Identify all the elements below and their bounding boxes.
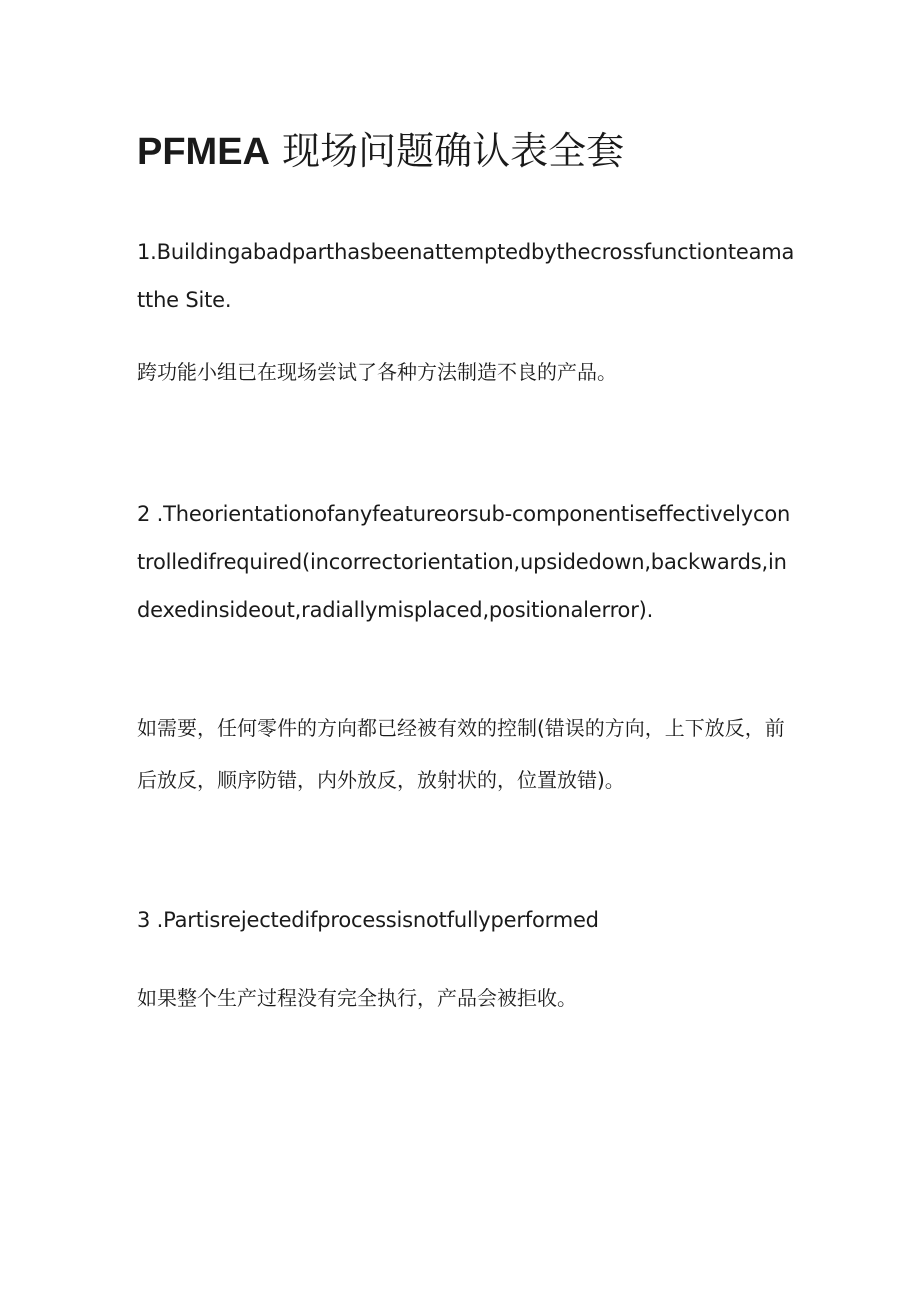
item-1-chinese: 跨功能小组已在现场尝试了各种方法制造不良的产品。 <box>137 360 617 384</box>
title-text: 现场问题确认表全套 <box>270 129 625 173</box>
item-3-english: 3 .Partisrejectedifprocessisnotfullyperformed <box>137 908 599 932</box>
item-1-english: 1.Buildingabadparthasbeenattemptedbythecrossfunctionteamatthe Site. <box>137 240 795 312</box>
document-title <box>137 124 624 179</box>
item-2-english: 2 .Theorientationofanyfeatureorsub-componentiseffectivelycontrolledifrequired(incorrectorientation,upsidedown,backwards,indexedinsideout,radiallymisplaced,positionalerror). <box>137 502 791 622</box>
item-2-chinese: 如需要，任何零件的方向都已经被有效的控制(错误的方向，上下放反，前后放反，顺序防错，内外放反，放射状的，位置放错)。 <box>137 716 785 792</box>
item-3-chinese: 如果整个生产过程没有完全执行，产品会被拒收。 <box>137 986 577 1010</box>
title-abbreviation: PFMEA <box>137 131 270 173</box>
